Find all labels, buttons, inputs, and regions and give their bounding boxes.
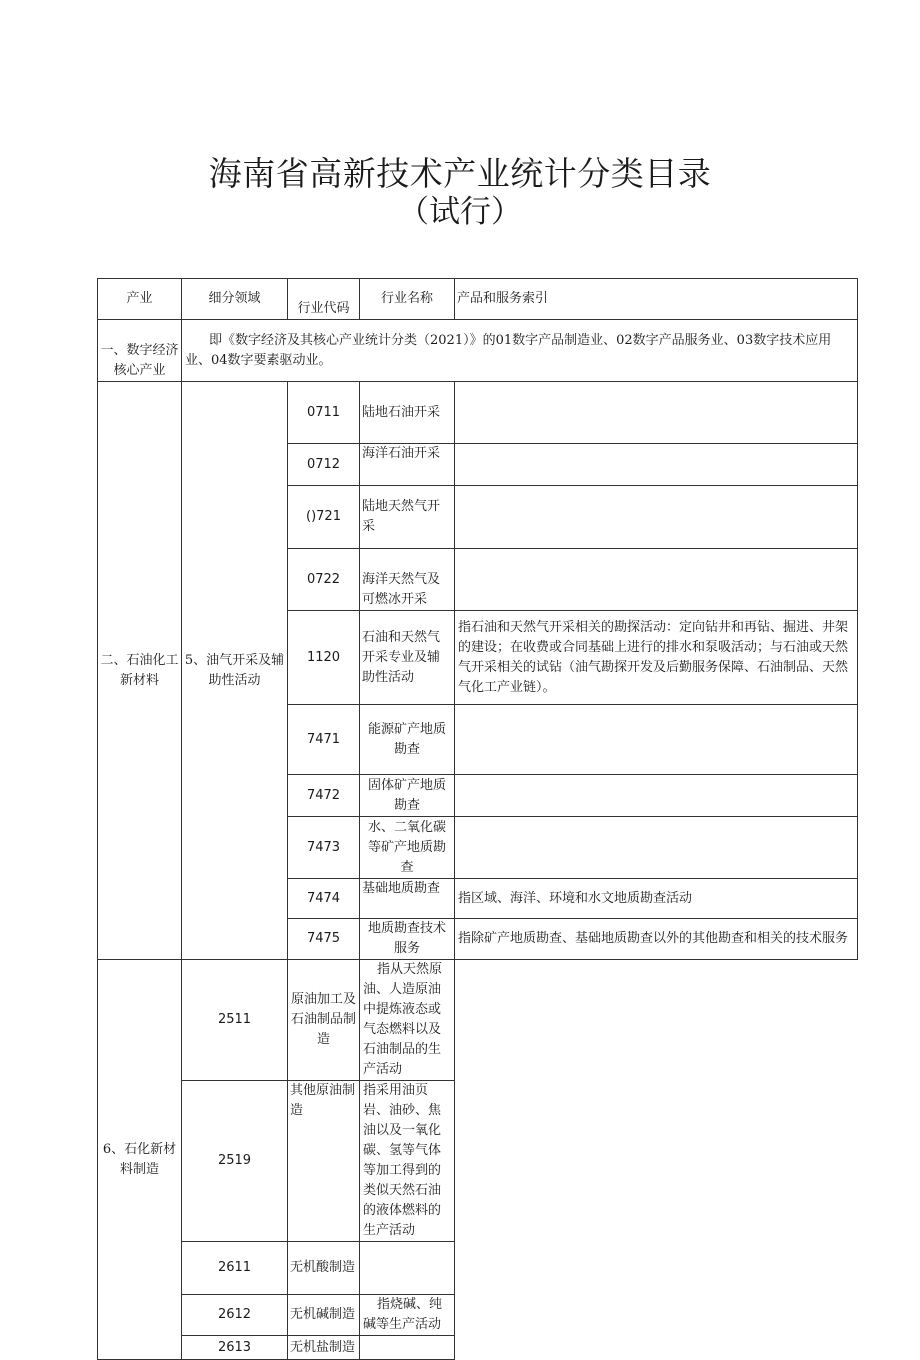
- industry-name: 其他原油制造: [288, 1081, 360, 1242]
- industry-index: [360, 1336, 455, 1360]
- industry-name: 陆地天然气开采: [360, 486, 455, 549]
- table-row: [98, 1242, 858, 1295]
- industry-index: 指采用油页岩、油砂、焦油以及一氧化碳、氢等气体等加工得到的类似天然石油的液体燃料的生产活动: [360, 1081, 455, 1242]
- industry-index: 指除矿产地质勘查、基础地质勘查以外的其他勘查和相关的技术服务: [455, 919, 858, 960]
- table-row: [98, 382, 858, 444]
- table-row: [98, 320, 858, 382]
- table-row: [98, 1336, 858, 1360]
- industry-index: [455, 817, 858, 879]
- industry-code: 2611: [182, 1242, 288, 1295]
- header-index: 产品和服务索引: [455, 279, 858, 320]
- header-code: 行业代码: [288, 279, 360, 320]
- industry-code: 0722: [288, 549, 360, 611]
- field-6: 6、石化新材料制造: [98, 960, 182, 1360]
- industry-code: 0711: [288, 382, 360, 444]
- industry-name: 原油加工及石油制品制造: [288, 960, 360, 1081]
- classification-table: [97, 278, 858, 1360]
- industry-name: 海洋石油开采: [360, 444, 455, 486]
- industry-index: [455, 486, 858, 549]
- industry-code: 2612: [182, 1295, 288, 1336]
- header-field: 细分领域: [182, 279, 288, 320]
- table-row: [98, 960, 858, 1081]
- industry-code: 7471: [288, 705, 360, 775]
- field-5: 5、油气开采及辅助性活动: [182, 382, 288, 960]
- header-row: [98, 279, 858, 320]
- industry-code: 2511: [182, 960, 288, 1081]
- sec2-industry: 二、石油化工新材料: [98, 382, 182, 960]
- industry-name: 能源矿产地质勘查: [360, 705, 455, 775]
- industry-index: [360, 1242, 455, 1295]
- table-row: [98, 1081, 858, 1242]
- industry-index: [455, 705, 858, 775]
- industry-code: 7473: [288, 817, 360, 879]
- industry-code: 2519: [182, 1081, 288, 1242]
- industry-code: 7475: [288, 919, 360, 960]
- industry-name: 无机酸制造: [288, 1242, 360, 1295]
- sec1-note: 即《数字经济及其核心产业统计分类（2021）》的01数字产品制造业、02数字产品服务业、03数字技术应用业、04数字要素驱动业。: [182, 320, 858, 382]
- industry-index: 指从天然原油、人造原油中提炼液态或气态燃料以及石油制品的生产活动: [360, 960, 455, 1081]
- industry-index: [455, 775, 858, 817]
- header-name: 行业名称: [360, 279, 455, 320]
- industry-code: 0712: [288, 444, 360, 486]
- industry-name: 固体矿产地质勘查: [360, 775, 455, 817]
- document-subtitle: （试行）: [398, 194, 522, 230]
- industry-index: 指区域、海洋、环境和水文地质勘查活动: [455, 879, 858, 919]
- industry-code: ()721: [288, 486, 360, 549]
- industry-name: 海洋天然气及可燃冰开采: [360, 549, 455, 611]
- industry-name: 基础地质勘查: [360, 879, 455, 919]
- industry-name: 地质勘查技术服务: [360, 919, 455, 960]
- sec1-industry: 一、数字经济核心产业: [98, 320, 182, 382]
- industry-name: 石油和天然气开采专业及辅助性活动: [360, 611, 455, 705]
- document-title: 海南省高新技术产业统计分类目录: [208, 154, 712, 193]
- industry-code: 2613: [182, 1336, 288, 1360]
- industry-code: 7474: [288, 879, 360, 919]
- industry-index: [455, 444, 858, 486]
- industry-name: 陆地石油开采: [360, 382, 455, 444]
- industry-name: 无机碱制造: [288, 1295, 360, 1336]
- industry-name: 水、二氧化碳等矿产地质勘查: [360, 817, 455, 879]
- industry-index: [455, 382, 858, 444]
- industry-code: 1120: [288, 611, 360, 705]
- industry-code: 7472: [288, 775, 360, 817]
- header-industry: 产业: [98, 279, 182, 320]
- industry-name: 无机盐制造: [288, 1336, 360, 1360]
- industry-index: 指石油和天然气开采相关的勘探活动：定向钻井和再钻、掘进、井架的建设；在收费或合同基础上进行的排水和泵吸活动；与石油或天然气开采相关的试钻（油气勘探开发及后勤服务保障、石油制品、天然气化工产业链）。: [455, 611, 858, 705]
- industry-index: 指烧碱、纯碱等生产活动: [360, 1295, 455, 1336]
- industry-index: [455, 549, 858, 611]
